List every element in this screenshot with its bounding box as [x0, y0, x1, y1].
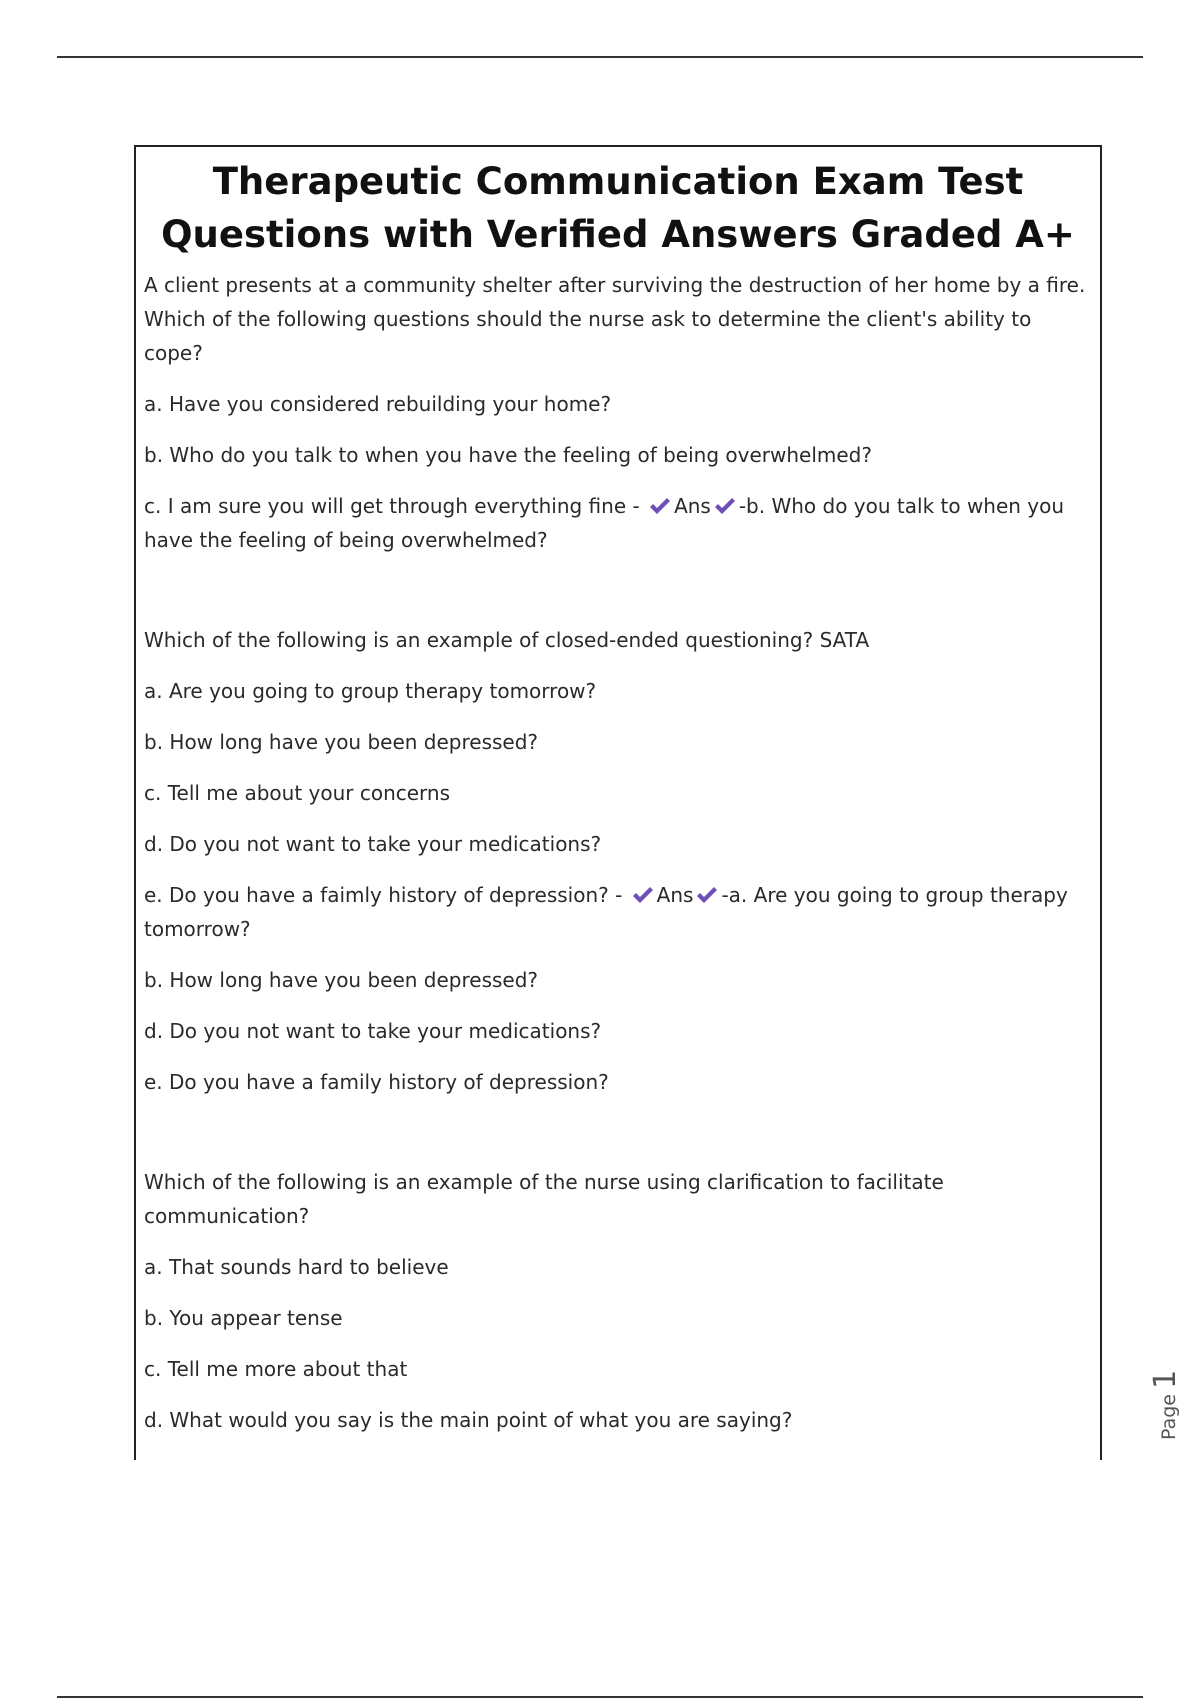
option: c. Tell me about your concerns [144, 781, 451, 805]
question-stem: Which of the following is an example of the nurse using clarification to facilitate communication? [144, 1170, 944, 1228]
footer-rule [57, 1696, 1143, 1698]
option-text: c. I am sure you will get through everything fine - [144, 494, 640, 518]
option: d. What would you say is the main point of what you are saying? [144, 1408, 793, 1432]
check-icon [631, 885, 655, 905]
question-1 [144, 268, 1094, 557]
option: b. You appear tense [144, 1306, 343, 1330]
option: b. Who do you talk to when you have the feeling of being overwhelmed? [144, 443, 872, 467]
answer-text: -b. Who do you talk to when you have the feeling of being overwhelmed? [144, 494, 1065, 552]
option-text: e. Do you have a faimly history of depression? - [144, 883, 623, 907]
option: b. How long have you been depressed? [144, 730, 539, 754]
option: a. That sounds hard to believe [144, 1255, 449, 1279]
check-icon [648, 496, 672, 516]
answer-marker: Ans [656, 883, 694, 907]
page-label: Page [1158, 1394, 1180, 1440]
check-icon [713, 496, 737, 516]
question-2 [144, 623, 1094, 1099]
answer-item: b. How long have you been depressed? [144, 968, 539, 992]
question-list [144, 268, 1094, 1454]
question-stem: A client presents at a community shelter after surviving the destruction of her home by a fire. Which of the following questions should the nurse ask to determine the client's ability to cope? [144, 273, 1086, 365]
question-spacer [144, 1116, 1094, 1165]
header-rule [57, 56, 1143, 58]
answer-text: -a. Are you going to group therapy tomorrow? [144, 883, 1068, 941]
question-3 [144, 1165, 1094, 1437]
answer-line [144, 489, 1094, 557]
option: a. Are you going to group therapy tomorrow? [144, 679, 597, 703]
option: d. Do you not want to take your medications? [144, 832, 602, 856]
answer-item: e. Do you have a family history of depression? [144, 1070, 609, 1094]
answer-line [144, 878, 1094, 946]
page-number [1148, 1370, 1183, 1440]
answer-marker: Ans [674, 494, 711, 518]
document-title: Therapeutic Communication Exam Test Questions with Verified Answers Graded A+ [161, 160, 1075, 256]
option: c. Tell me more about that [144, 1357, 408, 1381]
answer-item: d. Do you not want to take your medications? [144, 1019, 602, 1043]
question-stem: Which of the following is an example of closed-ended questioning? SATA [144, 628, 870, 652]
check-icon [695, 885, 719, 905]
page-number-value: 1 [1148, 1369, 1183, 1389]
option: a. Have you considered rebuilding your home? [144, 392, 612, 416]
question-spacer [144, 574, 1094, 623]
